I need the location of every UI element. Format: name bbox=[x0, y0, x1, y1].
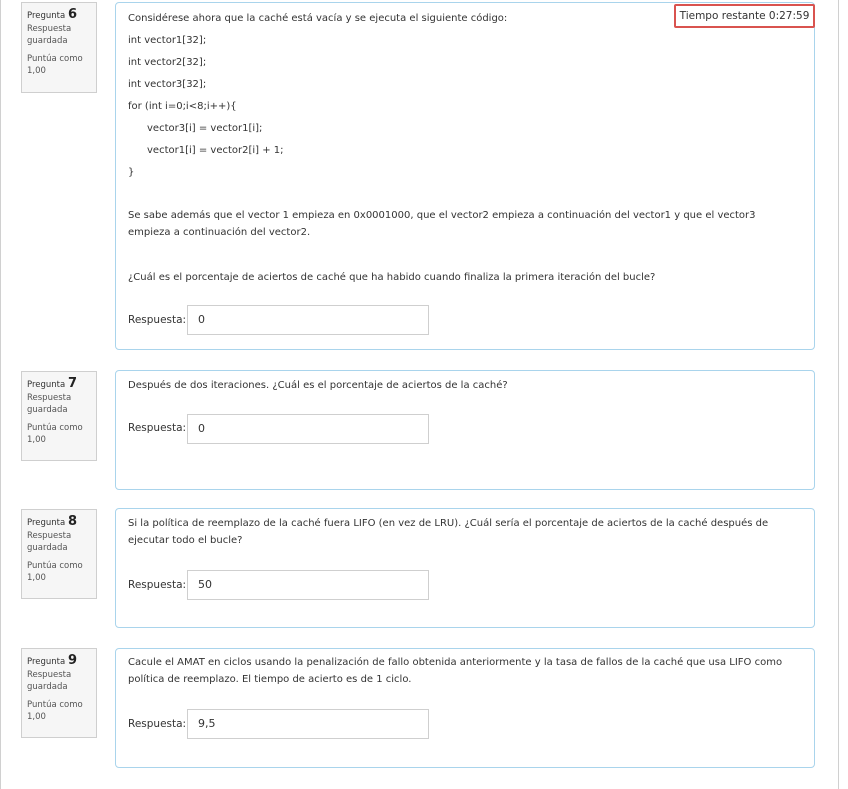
question-info-6 bbox=[21, 2, 97, 93]
question-text: Si la política de reemplazo de la caché fuera LIFO (en vez de LRU). ¿Cuál sería el porcentaje de aciertos de la caché después de ejecutar todo el bucle? bbox=[128, 518, 769, 546]
question-grade: Puntúa como 1,00 bbox=[27, 54, 83, 76]
question-title-word: Pregunta bbox=[27, 11, 66, 21]
answer-input[interactable]: 0 bbox=[187, 414, 429, 444]
page-border-left bbox=[0, 0, 1, 789]
answer-label: Respuesta: bbox=[128, 422, 187, 434]
code-line: int vector1[32]; bbox=[128, 35, 207, 46]
question-grade: Puntúa como 1,00 bbox=[27, 561, 83, 583]
page-border-right bbox=[838, 0, 839, 789]
question-title bbox=[27, 655, 92, 668]
question-content-8 bbox=[115, 508, 815, 628]
question-state: Respuesta guardada bbox=[27, 24, 72, 46]
answer-input[interactable]: 9,5 bbox=[187, 709, 429, 739]
question-text-paragraph: Se sabe además que el vector 1 empieza en 0x0001000, que el vector2 empieza a continuación del vector1 y que el vector3 empieza a continuación del vector2. bbox=[128, 210, 756, 238]
question-title-word: Pregunta bbox=[27, 380, 66, 390]
question-info-7 bbox=[21, 371, 97, 461]
question-text-paragraph: ¿Cuál es el porcentaje de aciertos de caché que ha habido cuando finaliza la primera iteración del bucle? bbox=[128, 272, 656, 283]
answer-label: Respuesta: bbox=[128, 314, 187, 326]
code-line: } bbox=[128, 167, 135, 178]
question-title bbox=[27, 378, 92, 391]
question-info-9 bbox=[21, 648, 97, 738]
question-content-6 bbox=[115, 2, 815, 350]
code-line: for (int i=0;i<8;i++){ bbox=[128, 101, 237, 112]
question-state: Respuesta guardada bbox=[27, 531, 72, 553]
question-text: Después de dos iteraciones. ¿Cuál es el porcentaje de aciertos de la caché? bbox=[128, 380, 508, 391]
time-remaining-timer bbox=[674, 4, 815, 28]
question-grade: Puntúa como 1,00 bbox=[27, 700, 83, 722]
answer-input[interactable]: 50 bbox=[187, 570, 429, 600]
question-number: 7 bbox=[67, 376, 77, 391]
code-line: int vector2[32]; bbox=[128, 57, 207, 68]
code-line: vector3[i] = vector1[i]; bbox=[147, 123, 263, 134]
answer-label: Respuesta: bbox=[128, 718, 187, 730]
answer-label: Respuesta: bbox=[128, 579, 187, 591]
question-content-7 bbox=[115, 370, 815, 490]
question-title bbox=[27, 516, 92, 529]
timer-label: Tiempo restante bbox=[679, 10, 766, 22]
answer-input[interactable]: 0 bbox=[187, 305, 429, 335]
question-number: 8 bbox=[67, 514, 77, 529]
question-grade: Puntúa como 1,00 bbox=[27, 423, 83, 445]
question-title-word: Pregunta bbox=[27, 657, 66, 667]
timer-value: 0:27:59 bbox=[768, 10, 810, 22]
question-number: 9 bbox=[67, 653, 77, 668]
question-info-8 bbox=[21, 509, 97, 599]
code-line: vector1[i] = vector2[i] + 1; bbox=[147, 145, 284, 156]
question-state: Respuesta guardada bbox=[27, 393, 72, 415]
question-number: 6 bbox=[67, 7, 77, 22]
question-title bbox=[27, 9, 92, 22]
code-line: int vector3[32]; bbox=[128, 79, 207, 90]
question-text: Cacule el AMAT en ciclos usando la penalización de fallo obtenida anteriormente y la tasa de fallos de la caché que usa LIFO como política de reemplazo. El tiempo de acierto es de 1 ciclo. bbox=[128, 657, 783, 685]
question-state: Respuesta guardada bbox=[27, 670, 72, 692]
question-text-line: Considérese ahora que la caché está vacía y se ejecuta el siguiente código: bbox=[128, 13, 508, 24]
question-title-word: Pregunta bbox=[27, 518, 66, 528]
question-content-9 bbox=[115, 648, 815, 768]
